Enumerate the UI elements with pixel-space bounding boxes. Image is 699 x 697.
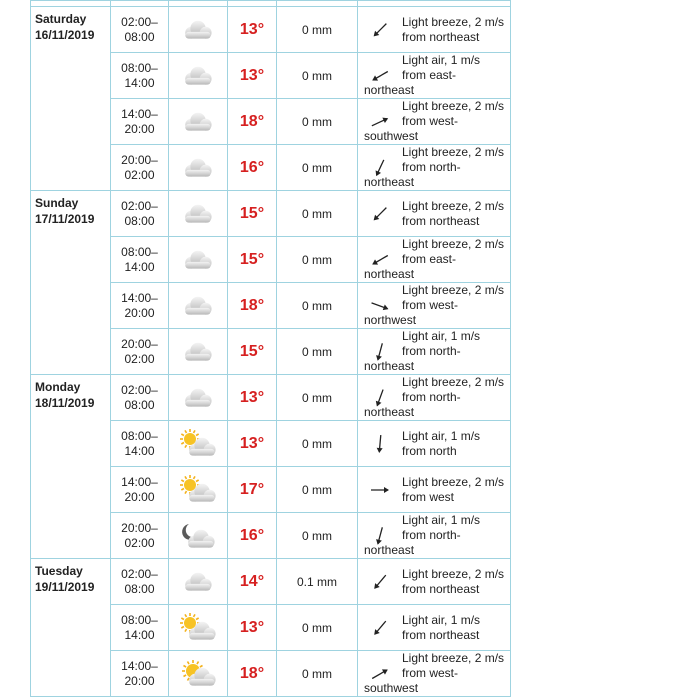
wind-cell [358, 513, 511, 559]
day-label [31, 375, 110, 411]
day-label [31, 7, 110, 43]
wind-direction-text: from west- [402, 298, 459, 312]
day-name: Sunday [35, 196, 79, 210]
time-cell [111, 53, 169, 99]
time-cell [111, 7, 169, 53]
time-from: 08:00– [121, 612, 158, 627]
wind-speed-text: Light air, 1 m/s [402, 53, 481, 67]
weather-icon-cell [169, 375, 228, 421]
time-from: 02:00– [121, 382, 158, 397]
wind-speed-text: Light breeze, 2 m/s [402, 14, 505, 29]
wind-direction-text: from east- [402, 252, 457, 266]
wind-arrow-icon [368, 296, 392, 316]
temperature: 16° [228, 145, 277, 191]
temperature: 15° [228, 237, 277, 283]
wind-direction-text-cont: southwest [364, 129, 419, 143]
wind-direction-text-cont: northeast [364, 359, 415, 373]
precipitation: 0 mm [277, 421, 358, 467]
wind-arrow-icon [368, 20, 392, 40]
weather-icon-cell [169, 237, 228, 283]
wind-arrow-icon [368, 112, 392, 132]
time-from: 14:00– [121, 474, 158, 489]
time-from: 02:00– [121, 14, 158, 29]
wind-direction-text: from northeast [402, 213, 480, 228]
time-cell [111, 513, 169, 559]
wind-speed-text: Light breeze, 2 m/s [402, 375, 505, 389]
time-cell [111, 605, 169, 651]
cloud-icon [169, 14, 227, 46]
time-cell [111, 283, 169, 329]
wind-cell [358, 329, 511, 375]
time-cell [111, 237, 169, 283]
time-to: 14:00 [124, 259, 155, 274]
weather-icon-cell [169, 421, 228, 467]
forecast-row [31, 7, 511, 53]
time-to: 08:00 [124, 581, 155, 596]
day-date: 19/11/2019 [35, 580, 95, 594]
wind-direction-text: from northeast [402, 627, 480, 642]
wind-speed-text: Light breeze, 2 m/s [402, 145, 505, 159]
day-name: Saturday [35, 12, 87, 26]
time-cell [111, 467, 169, 513]
forecast-row [31, 375, 511, 421]
wind-cell [358, 145, 511, 191]
time-to: 20:00 [124, 673, 155, 688]
wind-speed-text: Light air, 1 m/s [402, 329, 481, 343]
wind-direction-text: from north- [402, 160, 461, 174]
time-cell [111, 145, 169, 191]
time-cell [111, 651, 169, 697]
temperature: 13° [228, 421, 277, 467]
cloud-icon [169, 244, 227, 276]
wind-direction-text-cont: northeast [364, 405, 415, 419]
wind-direction-text: from northeast [402, 581, 480, 596]
wind-direction-text: from west- [402, 114, 459, 128]
cloud-icon [169, 60, 227, 92]
wind-speed-text: Light breeze, 2 m/s [402, 198, 505, 213]
time-to: 14:00 [124, 443, 155, 458]
time-to: 14:00 [124, 627, 155, 642]
precipitation: 0 mm [277, 99, 358, 145]
wind-direction-text-cont: northeast [364, 543, 415, 557]
sun-cloud-icon [169, 474, 227, 506]
wind-arrow-icon [368, 342, 392, 362]
wind-direction-text: from north [402, 443, 457, 458]
wind-speed-text: Light breeze, 2 m/s [402, 283, 505, 297]
day-name: Monday [35, 380, 81, 394]
time-cell [111, 559, 169, 605]
wind-speed-text: Light breeze, 2 m/s [402, 99, 505, 113]
time-from: 20:00– [121, 152, 158, 167]
time-to: 20:00 [124, 305, 155, 320]
weather-icon-cell [169, 329, 228, 375]
time-from: 08:00– [121, 60, 158, 75]
sun-cloud-big-icon [169, 658, 227, 690]
wind-cell [358, 237, 511, 283]
time-cell [111, 99, 169, 145]
time-to: 08:00 [124, 29, 155, 44]
wind-speed-text: Light breeze, 2 m/s [402, 566, 505, 581]
wind-speed-text: Light air, 1 m/s [402, 513, 481, 527]
time-cell [111, 329, 169, 375]
temperature: 16° [228, 513, 277, 559]
precipitation: 0 mm [277, 145, 358, 191]
cloud-icon [169, 106, 227, 138]
temperature: 13° [228, 7, 277, 53]
wind-cell [358, 375, 511, 421]
moon-cloud-icon [169, 520, 227, 552]
wind-direction-text: from west- [402, 666, 459, 680]
time-from: 14:00– [121, 106, 158, 121]
time-cell [111, 421, 169, 467]
wind-cell [358, 467, 511, 513]
day-label [31, 191, 110, 227]
weather-icon-cell [169, 99, 228, 145]
cloud-icon [169, 566, 227, 598]
wind-cell [358, 283, 511, 329]
time-from: 14:00– [121, 658, 158, 673]
wind-arrow-icon [368, 434, 392, 454]
wind-cell [358, 651, 511, 697]
precipitation: 0 mm [277, 375, 358, 421]
time-from: 02:00– [121, 566, 158, 581]
wind-direction-text-cont: northwest [364, 313, 417, 327]
wind-direction-text: from west [402, 489, 455, 504]
weather-icon-cell [169, 145, 228, 191]
forecast-row [31, 191, 511, 237]
wind-speed-text: Light breeze, 2 m/s [402, 651, 505, 665]
cloud-icon [169, 382, 227, 414]
time-from: 20:00– [121, 520, 158, 535]
day-cell [31, 375, 111, 559]
time-cell [111, 375, 169, 421]
wind-direction-text: from northeast [402, 29, 480, 44]
weather-icon-cell [169, 605, 228, 651]
time-to: 20:00 [124, 489, 155, 504]
precipitation: 0 mm [277, 513, 358, 559]
wind-cell [358, 421, 511, 467]
wind-arrow-icon [368, 526, 392, 546]
time-from: 20:00– [121, 336, 158, 351]
temperature: 18° [228, 283, 277, 329]
wind-arrow-icon [368, 204, 392, 224]
wind-speed-text: Light breeze, 2 m/s [402, 474, 505, 489]
wind-direction-text-cont: northeast [364, 267, 415, 281]
precipitation: 0 mm [277, 467, 358, 513]
temperature: 15° [228, 329, 277, 375]
wind-arrow-icon [368, 388, 392, 408]
precipitation: 0 mm [277, 53, 358, 99]
cloud-icon [169, 198, 227, 230]
day-label [31, 559, 110, 595]
wind-arrow-icon [368, 66, 392, 86]
weather-icon-cell [169, 191, 228, 237]
wind-speed-text: Light air, 1 m/s [402, 612, 481, 627]
precipitation: 0 mm [277, 7, 358, 53]
wind-speed-text: Light breeze, 2 m/s [402, 237, 505, 251]
day-date: 18/11/2019 [35, 396, 95, 410]
wind-direction-text: from north- [402, 344, 461, 358]
time-to: 20:00 [124, 121, 155, 136]
precipitation: 0 mm [277, 237, 358, 283]
cloud-icon [169, 152, 227, 184]
time-to: 02:00 [124, 535, 155, 550]
wind-arrow-icon [368, 158, 392, 178]
precipitation: 0.1 mm [277, 559, 358, 605]
time-to: 08:00 [124, 397, 155, 412]
wind-arrow-icon [368, 480, 392, 500]
time-to: 02:00 [124, 351, 155, 366]
precipitation: 0 mm [277, 191, 358, 237]
weather-icon-cell [169, 559, 228, 605]
time-to: 14:00 [124, 75, 155, 90]
temperature: 14° [228, 559, 277, 605]
temperature: 13° [228, 53, 277, 99]
weather-icon-cell [169, 7, 228, 53]
sun-cloud-icon [169, 612, 227, 644]
temperature: 13° [228, 375, 277, 421]
wind-arrow-icon [368, 250, 392, 270]
day-date: 16/11/2019 [35, 28, 95, 42]
day-date: 17/11/2019 [35, 212, 95, 226]
time-cell [111, 191, 169, 237]
temperature: 18° [228, 651, 277, 697]
time-from: 08:00– [121, 244, 158, 259]
precipitation: 0 mm [277, 329, 358, 375]
wind-cell [358, 191, 511, 237]
forecast-table [30, 0, 511, 697]
wind-cell [358, 7, 511, 53]
wind-direction-text-cont: northeast [364, 175, 415, 189]
wind-direction-text: from east- [402, 68, 457, 82]
time-from: 02:00– [121, 198, 158, 213]
forecast-row [31, 559, 511, 605]
day-name: Tuesday [35, 564, 83, 578]
wind-arrow-icon [368, 618, 392, 638]
sun-cloud-icon [169, 428, 227, 460]
precipitation: 0 mm [277, 651, 358, 697]
weather-icon-cell [169, 283, 228, 329]
weather-icon-cell [169, 651, 228, 697]
wind-cell [358, 53, 511, 99]
wind-direction-text: from north- [402, 528, 461, 542]
cloud-icon [169, 290, 227, 322]
wind-direction-text-cont: southwest [364, 681, 419, 695]
precipitation: 0 mm [277, 605, 358, 651]
precipitation: 0 mm [277, 283, 358, 329]
forecast-table-body [31, 1, 511, 697]
wind-arrow-icon [368, 572, 392, 592]
wind-cell [358, 605, 511, 651]
day-cell [31, 559, 111, 697]
wind-cell [358, 99, 511, 145]
temperature: 17° [228, 467, 277, 513]
weather-icon-cell [169, 53, 228, 99]
temperature: 18° [228, 99, 277, 145]
wind-cell [358, 559, 511, 605]
wind-direction-text: from north- [402, 390, 461, 404]
temperature: 13° [228, 605, 277, 651]
weather-icon-cell [169, 513, 228, 559]
day-cell [31, 191, 111, 375]
time-from: 14:00– [121, 290, 158, 305]
time-to: 08:00 [124, 213, 155, 228]
cloud-icon [169, 336, 227, 368]
day-cell [31, 7, 111, 191]
wind-speed-text: Light air, 1 m/s [402, 428, 481, 443]
time-from: 08:00– [121, 428, 158, 443]
wind-arrow-icon [368, 664, 392, 684]
time-to: 02:00 [124, 167, 155, 182]
wind-direction-text-cont: northeast [364, 83, 415, 97]
weather-icon-cell [169, 467, 228, 513]
temperature: 15° [228, 191, 277, 237]
